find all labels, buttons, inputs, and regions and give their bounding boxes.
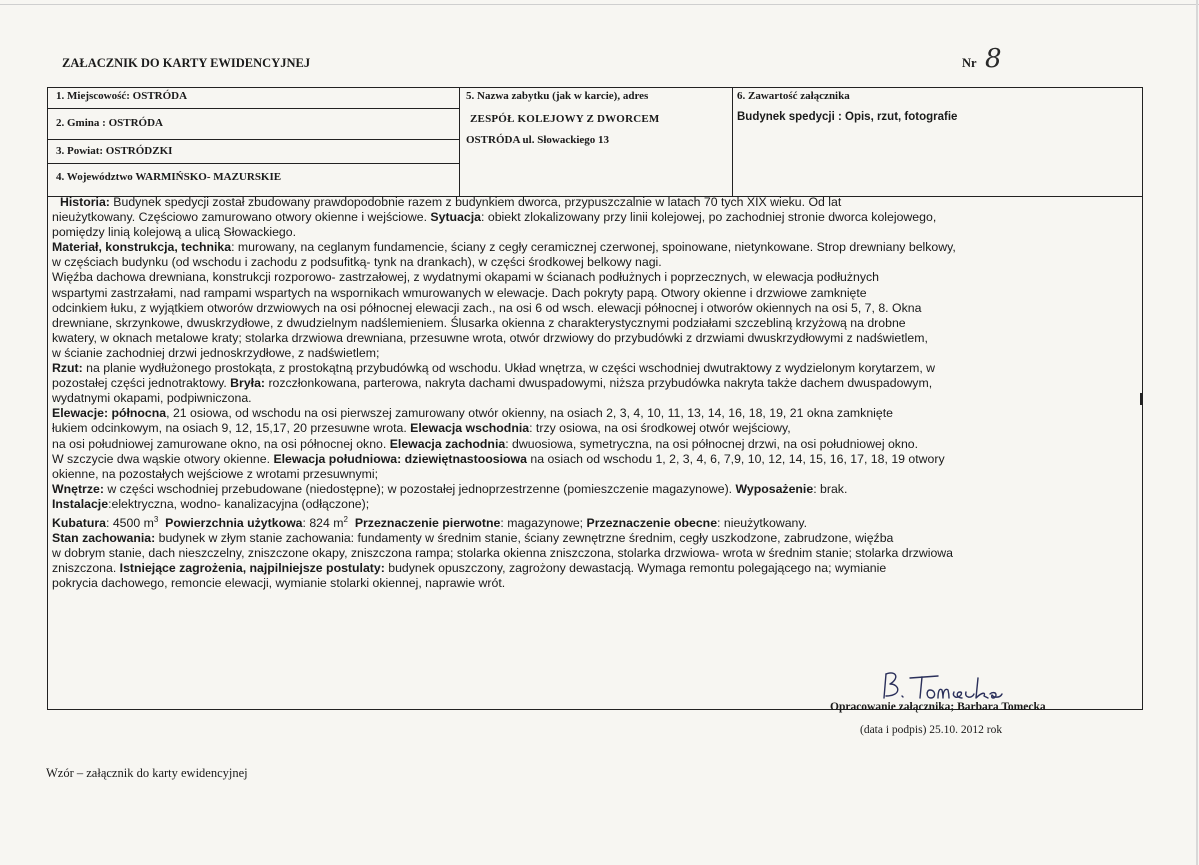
- nazwa-zabytku-line1: ZESPÓŁ KOLEJOWY Z DWORCEM: [470, 113, 660, 125]
- wschodnia-text: : trzy osiowa, na osi środkowej otwór wejściowy,: [529, 421, 791, 436]
- margin-tick: [1140, 393, 1142, 405]
- kubatura-sup: 3: [153, 514, 159, 524]
- wyposazenie-label: Wyposażenie: [735, 481, 814, 496]
- przeznaczenie-obecne-label: Przeznaczenie obecne: [586, 516, 718, 531]
- gmina-label: 2. Gmina :: [56, 117, 109, 129]
- rzut-text-2: pozostałej części jednotraktowy.: [52, 376, 231, 391]
- zawartosc-label: 6. Zawartość załącznika: [737, 90, 850, 102]
- powierzchnia-sup: 2: [343, 514, 348, 524]
- historia-label: Historia:: [60, 195, 110, 209]
- wyposazenie-text: : brak.: [813, 481, 848, 496]
- wojewodztwo-label: 4. Województwo: [56, 171, 136, 183]
- przeznaczenie-pierwotne-label: Przeznaczenie pierwotne: [354, 516, 501, 531]
- divider-vertical-1: [459, 87, 460, 196]
- signature-date: (data i podpis) 25.10. 2012 rok: [860, 724, 1003, 736]
- line-material-1: [52, 240, 1142, 255]
- material-text-6: drewniane, skrzynkowe, dwuskrzydłowe, z dwudzielnym nadślemieniem. Ślusarka okienna z charakterystycznymi podziałami szczebliną krzyżową na drobne: [52, 315, 906, 330]
- powierzchnia-label: Powierzchnia użytkowa: [165, 516, 303, 531]
- line-material-5: [52, 301, 1142, 316]
- elewacje-text-1: , 21 osiowa, od wschodu na osi pierwszej zamurowany otwór okienny, na osiach 2, 3, 4, 10, 11, 13, 14, 16, 18, 19, 21 okna zamknięte: [166, 406, 893, 421]
- sheet-edge-top: [0, 4, 1199, 5]
- wnetrze-label: Wnętrze:: [52, 481, 104, 496]
- line-material-8: [52, 346, 1142, 361]
- stan-text-2: w dobrym stanie, dach nieszczelny, zniszczone okapy, zniszczona rampa; stolarka okienna zniszczona, stolarka drzwiowa- wrota w średnim stanie; stolarka drzwiowa: [52, 546, 954, 561]
- line-instalacje: [52, 497, 1142, 512]
- kubatura-label: Kubatura: [52, 516, 106, 531]
- nazwa-zabytku-label: 5. Nazwa zabytku (jak w karcie), adres: [466, 90, 649, 102]
- zawartosc-value: Budynek spedycji : Opis, rzut, fotografie: [737, 111, 958, 123]
- line-historia-1: [52, 195, 1142, 210]
- wnetrze-text: w części wschodniej przebudowane (niedostępne); w pozostałej jednoprzestrzenne (pomieszczenie magazynowe).: [103, 481, 736, 496]
- zachodnia-label: Elewacja zachodnia: [389, 436, 506, 451]
- wojewodztwo-value: WARMIŃSKO- MAZURSKIE: [135, 171, 282, 183]
- line-elewacje-1: [52, 406, 1142, 421]
- poludniowa-text: na osiach od wschodu 1, 2, 3, 4, 6, 7,9, 10, 12, 14, 15, 16, 17, 18, 19 otwory: [526, 451, 945, 466]
- material-text-7: kwatery, w oknach metalowe kraty; stolarka drzwiowa drewniana, przesuwne wrota, otwór drzwiowy do przybudówki z drzwiami dwuskrzydłowymi z nadświetlem,: [52, 330, 928, 345]
- gmina-field: [56, 117, 163, 129]
- historia-text-2: nieużytkowany. Częściowo zamurowano otwory okienne i wejściowe.: [52, 210, 431, 225]
- document-title: ZAŁACZNIK DO KARTY EWIDENCYJNEJ: [62, 56, 311, 70]
- zachodnia-text-2: W szczycie dwa wąskie otwory okienne.: [52, 451, 274, 466]
- stan-text-1: budynek w złym stanie zachowania: fundamenty w średnim stanie, ściany zewnętrzne średnim, cegły uszkodzone, zabrudzone, więźba: [155, 531, 894, 546]
- line-elewacje-5: [52, 467, 1142, 482]
- poludniowa-text-2: okienne, na pozostałych wejściowe z wrotami przesuwnymi;: [52, 466, 379, 481]
- line-rzut-1: [52, 361, 1142, 376]
- wojewodztwo-field: [56, 171, 281, 183]
- signature-credit: Opracowanie załącznika; Barbara Tomecka: [830, 701, 1046, 713]
- line-wnetrze: [52, 482, 1142, 497]
- sytuacja-text-1: : obiekt zlokalizowany przy linii kolejowej, po zachodniej stronie dworca kolejowego,: [481, 210, 937, 225]
- powierzchnia-text: : 824 m: [302, 516, 344, 531]
- miejscowosc-value: OSTRÓDA: [132, 90, 188, 102]
- przeznaczenie-obecne-text: : nieużytkowany.: [717, 516, 808, 531]
- line-bryla-2: [52, 391, 1142, 406]
- stan-label: Stan zachowania:: [52, 531, 156, 546]
- footer-note: Wzór – załącznik do karty ewidencyjnej: [46, 766, 248, 780]
- divider-vertical-2: [732, 87, 733, 196]
- line-zagrozenia-2: [52, 576, 1142, 591]
- material-text-8: w ścianie zachodniej drzwi jednoskrzydłowe, z nadświetlem;: [52, 345, 380, 360]
- line-kubatura: [52, 512, 1142, 531]
- powiat-label: 3. Powiat:: [56, 145, 106, 157]
- wschodnia-text-2: na osi południowej zamurowane okno, na osi północnej okno.: [52, 436, 390, 451]
- description-body: [52, 195, 1142, 592]
- divider-row-3: [47, 163, 459, 164]
- instalacje-text: :elektryczna, wodno- kanalizacyjna (odłączone);: [108, 496, 370, 511]
- historia-text-1: Budynek spedycji został zbudowany prawdopodobnie razem z budynkiem dworca, przypuszczalnie w latach 70 tych XIX wieku. Od lat: [109, 195, 842, 209]
- line-rzut-2: [52, 376, 1142, 391]
- sytuacja-label: Sytuacja: [430, 210, 482, 225]
- line-elewacje-2: [52, 421, 1142, 436]
- material-text-4: wspartymi zastrzałami, nad rampami wspartych na wspornikach wmurowanych w elewacje. Dach pokryty papą. Otwory okienne i drzwiowe zamknięte: [52, 285, 867, 300]
- przeznaczenie-pierwotne-text: : magazynowe;: [500, 516, 587, 531]
- zagrozenia-label: Istniejące zagrożenia, najpilniejsze postulaty:: [119, 561, 385, 576]
- line-sytuacja-2: [52, 225, 1142, 240]
- miejscowosc-label: 1. Miejscowość:: [56, 90, 133, 102]
- divider-row-2: [47, 139, 459, 140]
- miejscowosc-field: [56, 90, 187, 102]
- line-elewacje-4: [52, 452, 1142, 467]
- rzut-text-1: na planie wydłużonego prostokąta, z prostokątną przybudówką od wschodu. Układ wnętrza, w części wschodniej dwutraktowy z wydzielonym korytarzem, w: [82, 361, 936, 376]
- wschodnia-label: Elewacja wschodnia: [410, 421, 530, 436]
- line-stan-1: [52, 531, 1142, 546]
- divider-row-1: [47, 108, 459, 109]
- stan-text-3: zniszczona.: [52, 561, 120, 576]
- line-material-4: [52, 286, 1142, 301]
- bryla-text-1: rozczłonkowana, parterowa, nakryta dachami dwuspadowymi, niższa przybudówka nakryta także dachem dwuspadowym,: [265, 376, 933, 391]
- powiat-field: [56, 145, 172, 157]
- kubatura-text: : 4500 m: [105, 516, 154, 531]
- zagrozenia-text-2: pokrycia dachowego, remoncie elewacji, wymianie stolarki okiennej, naprawie wrót.: [52, 576, 506, 591]
- nr-label: Nr: [962, 56, 977, 70]
- material-text-2: w częściach budynku (od wschodu i zachodu z podsufitką- tynk na drankach), w części środkowej belkowy nagi.: [52, 255, 662, 270]
- line-elewacje-3: [52, 437, 1142, 452]
- material-label: Materiał, konstrukcja, technika: [52, 240, 232, 255]
- instalacje-label: Instalacje: [52, 496, 109, 511]
- nazwa-zabytku-line2: OSTRÓDA ul. Słowackiego 13: [466, 134, 610, 146]
- material-text-1: : murowany, na ceglanym fundamencie, ściany z cegły ceramicznej czerwonej, spoinowane, nietynkowane. Strop drewniany belkowy,: [231, 240, 956, 255]
- powiat-value: OSTRÓDZKI: [105, 145, 173, 157]
- line-material-7: [52, 331, 1142, 346]
- sheet-edge-right: [1196, 0, 1198, 865]
- zachodnia-text: : dwuosiowa, symetryczna, na osi północnej drzwi, na osi południowej okno.: [505, 436, 919, 451]
- material-text-5: odcinkiem łuku, z wyjątkiem otworów drzwiowych na osi północnej elewacji zach., na osi 6 od wsch. elewacji północnej i otworów okiennych na osi 5, 7, 8. Okna: [52, 300, 922, 315]
- gmina-value: OSTRÓDA: [108, 117, 163, 129]
- bryla-text-2: wydatnymi okapami, podpiwniczona.: [52, 391, 252, 406]
- line-material-3: [52, 270, 1142, 285]
- bryla-label: Bryła:: [230, 376, 266, 391]
- nr-value: 8: [985, 44, 1002, 74]
- elewacje-text-2: łukiem odcinkowym, na osiach 9, 12, 15,17, 20 przesuwne wrota.: [52, 421, 411, 436]
- elewacje-label: Elewacje: północna: [52, 406, 167, 421]
- line-material-2: [52, 255, 1142, 270]
- line-material-6: [52, 316, 1142, 331]
- line-stan-3: [52, 561, 1142, 576]
- zagrozenia-text-1: budynek opuszczony, zagrożony dewastacją. Wymaga remontu polegającego na; wymianie: [384, 561, 887, 576]
- poludniowa-label: Elewacja południowa: dziewiętnastoosiowa: [273, 451, 527, 466]
- rzut-label: Rzut:: [52, 361, 83, 376]
- line-historia-2: [52, 210, 1142, 225]
- sytuacja-text-2: pomiędzy linią kolejową a ulicą Słowackiego.: [52, 225, 297, 240]
- line-stan-2: [52, 546, 1142, 561]
- material-text-3: Więźba dachowa drewniana, konstrukcji rozporowo- zastrzałowej, z wydatnymi okapami w ścianach podłużnych i poprzecznych, w elewacja podłużnych: [52, 270, 880, 285]
